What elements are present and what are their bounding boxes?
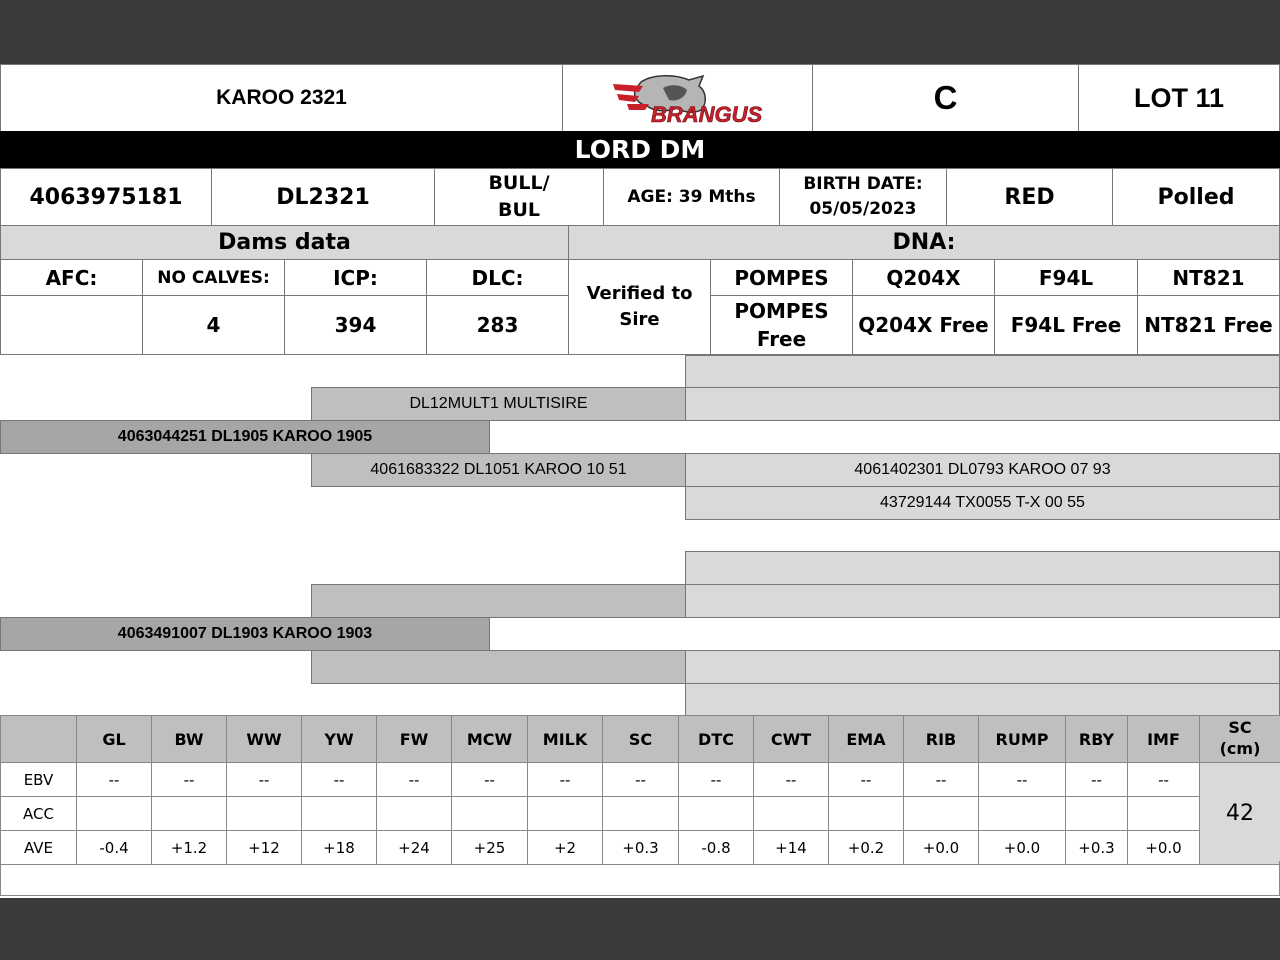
- pedigree-empty-6: [685, 683, 1280, 717]
- ebv-col-header: RIB: [904, 716, 979, 763]
- grade-letter: C: [812, 64, 1079, 132]
- ave-cell: -0.4: [77, 831, 152, 865]
- sex-line2: BUL: [497, 199, 541, 221]
- acc-cell: [979, 797, 1066, 831]
- acc-cell: [754, 797, 829, 831]
- animal-title: LORD DM: [0, 131, 1280, 168]
- ebv-cell: --: [227, 763, 302, 797]
- ebv-cell: --: [1128, 763, 1200, 797]
- animal-name: KAROO 2321: [0, 64, 563, 132]
- dlc-label: DLC:: [426, 259, 569, 296]
- acc-cell: [904, 797, 979, 831]
- ave-cell: +0.3: [603, 831, 679, 865]
- verified-line1: Verified to: [586, 282, 693, 304]
- acc-cell: [528, 797, 603, 831]
- footer-blank-row: [0, 861, 1280, 896]
- id-number: 4063975181: [0, 168, 212, 226]
- age: AGE: 39 Mths: [603, 168, 780, 226]
- birth-date-label: BIRTH DATE:: [803, 174, 923, 195]
- acc-cell: [1128, 797, 1200, 831]
- icp-value: 394: [284, 295, 427, 355]
- row-label: AVE: [1, 831, 77, 865]
- ebv-cell: --: [528, 763, 603, 797]
- ave-row: [1, 831, 1280, 865]
- ebv-col-header: FW: [377, 716, 452, 763]
- ebv-cell: --: [679, 763, 754, 797]
- ave-cell: +0.0: [1128, 831, 1200, 865]
- calves-label: NO CALVES:: [142, 259, 285, 296]
- ebv-col-header: RBY: [1066, 716, 1128, 763]
- bull-head-icon: [603, 70, 773, 126]
- horn-status: Polled: [1112, 168, 1280, 226]
- ebv-col-header: MILK: [528, 716, 603, 763]
- ebv-cell: --: [377, 763, 452, 797]
- pedigree-empty-2: [311, 584, 686, 618]
- ebv-cell: --: [152, 763, 227, 797]
- sex-cell: [434, 168, 604, 226]
- ebv-cell: --: [829, 763, 904, 797]
- sc-header-line1: SC: [1228, 718, 1252, 738]
- verified-to-sire: [568, 259, 711, 355]
- ebv-cell: --: [603, 763, 679, 797]
- brangus-logo: [562, 64, 813, 132]
- acc-cell: [829, 797, 904, 831]
- pedigree-dam-sire-dam: 43729144 TX0055 T-X 00 55: [685, 486, 1280, 520]
- acc-cell: [679, 797, 754, 831]
- ave-cell: +25: [452, 831, 528, 865]
- pedigree-sire: DL12MULT1 MULTISIRE: [311, 387, 686, 421]
- ebv-cell: --: [452, 763, 528, 797]
- dna-test-f94l: F94L: [994, 259, 1138, 296]
- pedigree-dam-sire: 4061683322 DL1051 KAROO 10 51: [311, 453, 686, 487]
- pedigree-dam-sire-sire: 4061402301 DL0793 KAROO 07 93: [685, 453, 1280, 487]
- acc-cell: [77, 797, 152, 831]
- ebv-col-header: GL: [77, 716, 152, 763]
- dams-heading: Dams data: [0, 225, 569, 260]
- ebv-col-header: RUMP: [979, 716, 1066, 763]
- ave-cell: +24: [377, 831, 452, 865]
- ave-cell: +2: [528, 831, 603, 865]
- acc-cell: [227, 797, 302, 831]
- ebv-col-header: EMA: [829, 716, 904, 763]
- afc-value: [0, 295, 143, 355]
- dna-test-pompes: POMPES: [710, 259, 853, 296]
- ebv-col-header: IMF: [1128, 716, 1200, 763]
- ebv-col-header: BW: [152, 716, 227, 763]
- sc-header-line2: (cm): [1219, 739, 1261, 758]
- dlc-value: 283: [426, 295, 569, 355]
- lot-number: LOT 11: [1078, 64, 1280, 132]
- verified-line2: Sire: [619, 309, 660, 330]
- svg-text:BRANGUS: BRANGUS: [650, 102, 762, 126]
- acc-cell: [452, 797, 528, 831]
- pedigree-sire-sire: [685, 355, 1280, 389]
- row-label: ACC: [1, 797, 77, 831]
- ebv-col-header: WW: [227, 716, 302, 763]
- calves-value: 4: [142, 295, 285, 355]
- ave-cell: +0.0: [904, 831, 979, 865]
- ebv-col-header: DTC: [679, 716, 754, 763]
- ebv-corner: [1, 716, 77, 763]
- pedigree-second-dam: 4063491007 DL1903 KAROO 1903: [0, 617, 490, 651]
- birth-date: 05/05/2023: [809, 199, 917, 219]
- dna-test-q204x: Q204X: [852, 259, 995, 296]
- ebv-col-header: SC: [603, 716, 679, 763]
- dna-test-nt821: NT821: [1137, 259, 1280, 296]
- pedigree-sire-dam: [685, 387, 1280, 421]
- ave-cell: +0.3: [1066, 831, 1128, 865]
- pedigree-empty-1: [685, 551, 1280, 585]
- dna-result-nt821: NT821 Free: [1137, 295, 1280, 355]
- pedigree-empty-5: [685, 650, 1280, 684]
- ave-cell: +0.2: [829, 831, 904, 865]
- sex-line1: BULL/: [488, 172, 550, 195]
- acc-cell: [302, 797, 377, 831]
- ebv-cell: --: [754, 763, 829, 797]
- ebv-header-row: [1, 716, 1280, 763]
- colour: RED: [946, 168, 1113, 226]
- ebv-cell: --: [77, 763, 152, 797]
- icp-label: ICP:: [284, 259, 427, 296]
- dna-result-pompes-line2: Free: [756, 327, 807, 351]
- acc-cell: [603, 797, 679, 831]
- dna-result-f94l: F94L Free: [994, 295, 1138, 355]
- acc-cell: [1066, 797, 1128, 831]
- ebv-cell: --: [302, 763, 377, 797]
- ebv-cell: --: [1066, 763, 1128, 797]
- ave-cell: -0.8: [679, 831, 754, 865]
- ave-cell: +12: [227, 831, 302, 865]
- ebv-col-header: CWT: [754, 716, 829, 763]
- pedigree-empty-3: [685, 584, 1280, 618]
- ebv-col-header: MCW: [452, 716, 528, 763]
- ebv-cell: --: [979, 763, 1066, 797]
- ave-cell: +0.0: [979, 831, 1066, 865]
- pedigree-dam: 4063044251 DL1905 KAROO 1905: [0, 420, 490, 454]
- sc-value: 42: [1200, 763, 1280, 865]
- dna-heading: DNA:: [568, 225, 1280, 260]
- ave-cell: +1.2: [152, 831, 227, 865]
- row-label: EBV: [1, 763, 77, 797]
- ebv-col-header: YW: [302, 716, 377, 763]
- ave-cell: +14: [754, 831, 829, 865]
- dna-result-pompes-line1: POMPES: [734, 299, 829, 323]
- ebv-cell: --: [904, 763, 979, 797]
- ebv-row: [1, 763, 1280, 797]
- tag-number: DL2321: [211, 168, 435, 226]
- pedigree-empty-4: [311, 650, 686, 684]
- acc-row: [1, 797, 1280, 831]
- afc-label: AFC:: [0, 259, 143, 296]
- acc-cell: [152, 797, 227, 831]
- sc-cm-header: [1200, 716, 1280, 763]
- birth-date-cell: [779, 168, 947, 226]
- dna-result-q204x: Q204X Free: [852, 295, 995, 355]
- dna-result-pompes: [710, 295, 853, 355]
- ave-cell: +18: [302, 831, 377, 865]
- acc-cell: [377, 797, 452, 831]
- sale-sheet: [0, 64, 1280, 898]
- ebv-table: [0, 715, 1280, 865]
